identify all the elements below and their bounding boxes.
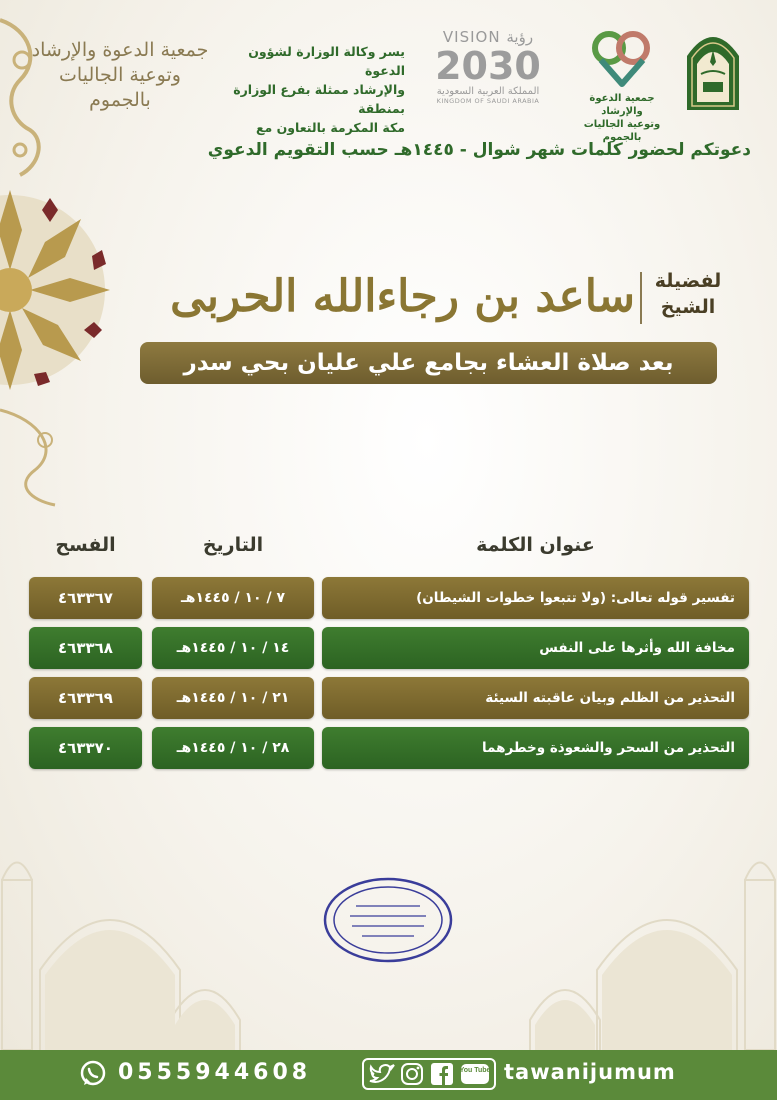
islamic-star-ornament-icon (0, 180, 115, 410)
lecture-date-cell: ٢٨ / ١٠ / ١٤٤٥هـ (152, 727, 314, 769)
honorific-line-1: لفضيلة (654, 270, 722, 292)
association-logo (572, 22, 672, 144)
lecture-permit-cell: ٤٦٣٣٦٨ (29, 627, 142, 669)
brand-line-1: جمعية الدعوة والإرشاد (31, 39, 209, 61)
association-caption-1: جمعية الدعوة والإرشاد (589, 93, 655, 117)
honorific-line-2: الشيخ (660, 296, 716, 318)
lecture-permit-cell: ٤٦٣٣٧٠ (29, 727, 142, 769)
ministry-line-1: يسر وكالة الوزارة لشؤون الدعوة (248, 44, 405, 78)
ministry-seal-icon (683, 26, 743, 110)
vision-year: 2030 (435, 44, 541, 88)
speaker-honorific (648, 268, 728, 320)
vision-kingdom-ar: المملكة العربية السعودية (436, 86, 540, 97)
association-calligraphy-logo (30, 38, 210, 113)
vision-2030-logo (418, 28, 558, 105)
lecture-date-cell: ٢١ / ١٠ / ١٤٤٥هـ (152, 677, 314, 719)
whatsapp-icon[interactable] (79, 1060, 107, 1088)
lecture-title-cell: التحذير من الظلم وبيان عاقبته السيئة (322, 677, 749, 719)
ministry-line-3: مكة المكرمة بالتعاون مع (255, 120, 405, 135)
instagram-icon[interactable] (400, 1062, 424, 1086)
header-permit: الفسح (55, 534, 116, 556)
facebook-icon[interactable] (430, 1062, 454, 1086)
speaker-name: ساعد بن رجاءالله الحربى (170, 271, 635, 322)
official-stamp-icon (322, 876, 454, 964)
lecture-title-cell: التحذير من السحر والشعوذة وخطرهما (322, 727, 749, 769)
header-date: التاريخ (202, 534, 264, 556)
lecture-permit-cell: ٤٦٣٣٦٧ (29, 577, 142, 619)
header-title: عنوان الكلمة (476, 534, 595, 556)
vision-word-ar: رؤية (506, 28, 534, 46)
social-handle[interactable]: tawanijumum (504, 1060, 676, 1084)
association-caption-2: وتوعية الجاليات بالجموم (583, 119, 661, 143)
lecture-date-cell: ١٤ / ١٠ / ١٤٤٥هـ (152, 627, 314, 669)
lecture-title-cell: تفسير قوله تعالى: (ولا تتبعوا خطوات الشيطان) (322, 577, 749, 619)
lecture-permit-cell: ٤٦٣٣٦٩ (29, 677, 142, 719)
association-emblem-icon (587, 22, 657, 88)
lecture-title-cell: مخافة الله وأثرها على النفس (322, 627, 749, 669)
ministry-line-2: والإرشاد ممثلة بفرع الوزارة بمنطقة (233, 82, 405, 116)
youtube-text: You Tube (460, 1067, 490, 1074)
youtube-icon[interactable] (460, 1062, 490, 1086)
vision-word-en: VISION (442, 28, 501, 46)
invitation-text: دعوتكم لحضور كلمات شهر شوال - ١٤٤٥هـ حسب التقويم الدعوي (207, 140, 751, 160)
contact-phone[interactable]: 0555944608 (118, 1060, 312, 1085)
lecture-date-cell: ٧ / ١٠ / ١٤٤٥هـ (152, 577, 314, 619)
venue-banner: بعد صلاة العشاء بجامع علي عليان بحي سدر (140, 342, 717, 384)
vision-kingdom-en: KINGDOM OF SAUDI ARABIA (436, 97, 540, 105)
honorific-divider (640, 272, 642, 324)
brand-line-2: وتوعية الجاليات بالجموم (59, 64, 181, 111)
ministry-statement (215, 42, 405, 137)
vine-ornament-icon (0, 400, 70, 510)
twitter-icon[interactable] (368, 1062, 396, 1086)
